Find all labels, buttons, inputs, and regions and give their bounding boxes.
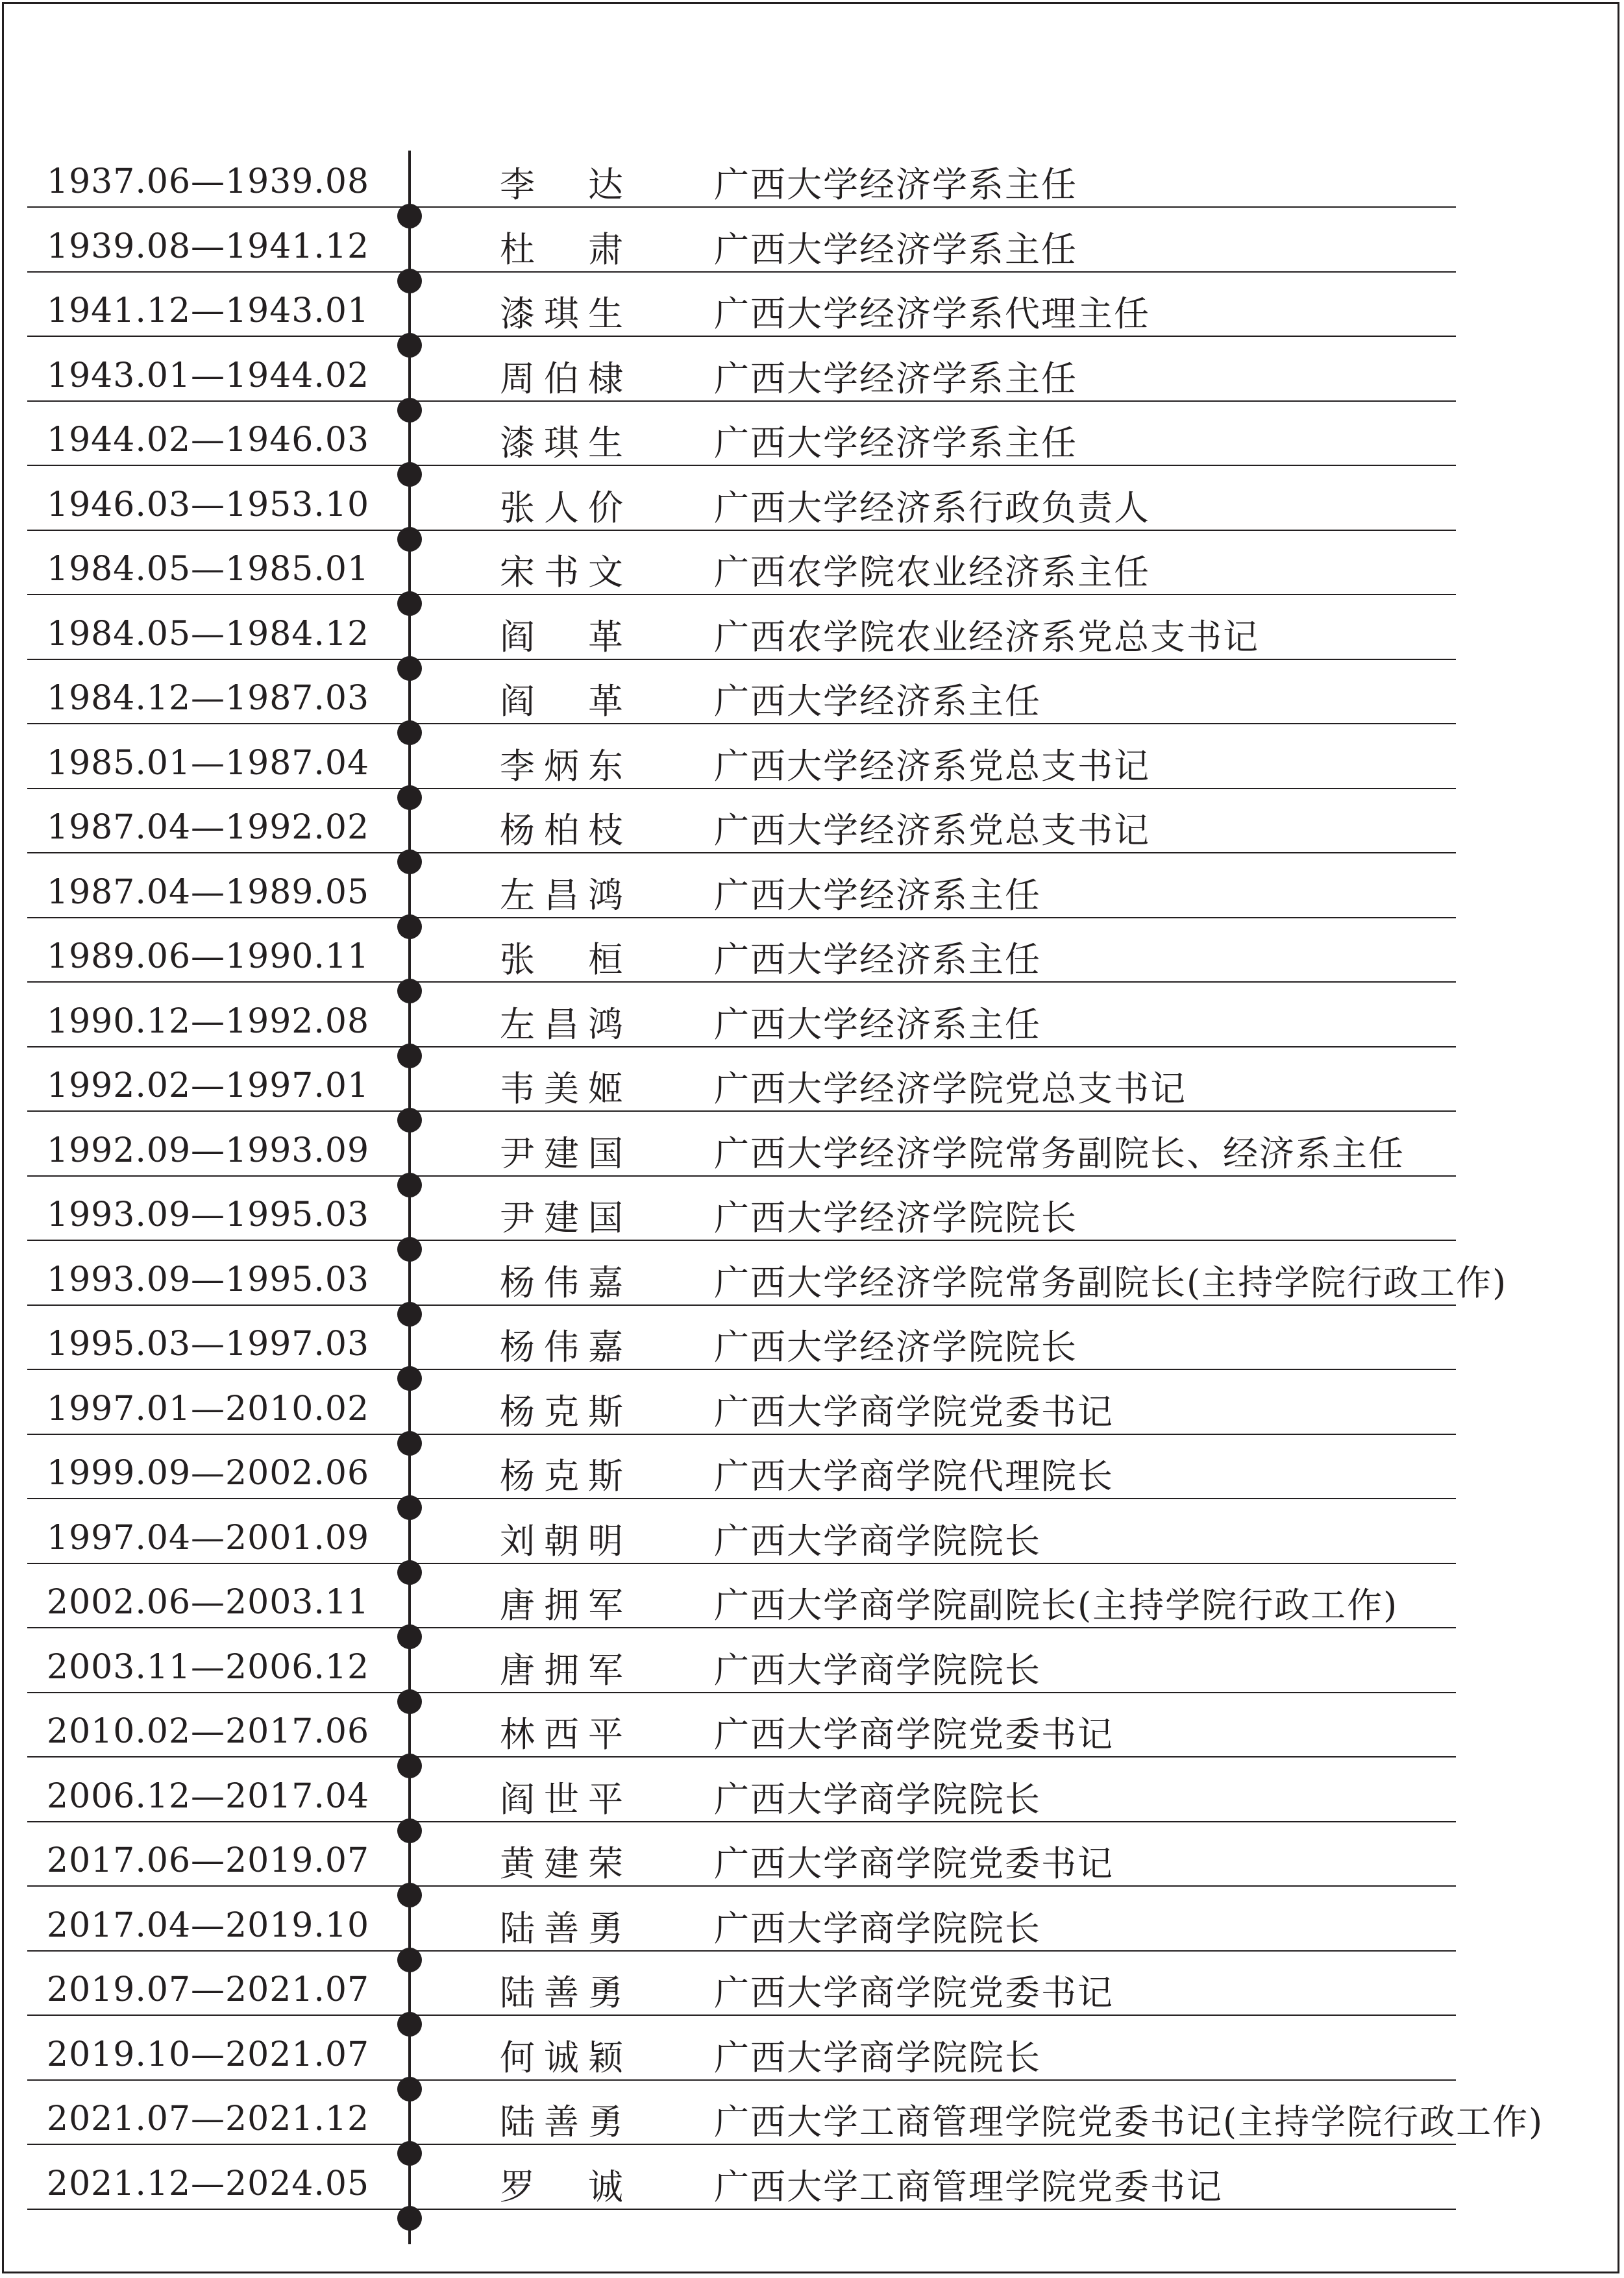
position-title: 广西大学经济学系主任	[714, 358, 1077, 399]
position-title: 广西大学经济系党总支书记	[714, 745, 1150, 787]
term-period: 1944.02—1946.03	[47, 421, 370, 459]
timeline-row	[0, 2088, 1624, 2153]
timeline-row	[0, 538, 1624, 603]
person-name: 陆善勇	[500, 1972, 623, 2013]
row-divider	[415, 852, 1456, 853]
timeline-row	[0, 151, 1624, 215]
row-divider	[415, 2144, 1456, 2145]
row-divider	[415, 1046, 1456, 1047]
timeline-node	[397, 2206, 422, 2231]
person-name: 罗 诚	[500, 2166, 623, 2207]
row-divider	[27, 1434, 410, 1435]
row-divider	[415, 1627, 1456, 1628]
timeline-row	[0, 861, 1624, 926]
position-title: 广西大学工商管理学院党委书记(主持学院行政工作)	[714, 2101, 1544, 2142]
person-name: 何诚颖	[500, 2037, 623, 2078]
row-divider	[27, 400, 410, 402]
row-divider	[27, 1821, 410, 1822]
timeline-row	[0, 603, 1624, 668]
row-divider	[415, 271, 1456, 273]
timeline-row	[0, 1249, 1624, 1314]
position-title: 广西大学商学院院长	[714, 1649, 1041, 1691]
person-name: 陆善勇	[500, 2101, 623, 2142]
position-title: 广西大学经济系主任	[714, 874, 1041, 916]
person-name: 杨伟嘉	[500, 1262, 623, 1303]
position-title: 广西大学经济学系主任	[714, 164, 1077, 205]
person-name: 左昌鸿	[500, 1003, 623, 1045]
person-name: 杨柏枝	[500, 810, 623, 851]
row-divider	[415, 1369, 1456, 1370]
row-divider	[415, 659, 1456, 660]
person-name: 李 达	[500, 164, 623, 205]
term-period: 1992.02—1997.01	[47, 1066, 370, 1105]
row-divider	[27, 2079, 410, 2081]
timeline-row	[0, 215, 1624, 280]
person-name: 韦美姬	[500, 1068, 623, 1109]
position-title: 广西大学商学院党委书记	[714, 1972, 1114, 2013]
row-divider	[415, 723, 1456, 724]
position-title: 广西大学商学院代理院长	[714, 1456, 1114, 1497]
term-period: 2019.07—2021.07	[47, 1970, 370, 2009]
row-divider	[27, 2144, 410, 2145]
term-period: 1993.09—1995.03	[47, 1195, 370, 1234]
row-divider	[415, 2209, 1456, 2210]
term-period: 1946.03—1953.10	[47, 485, 370, 524]
person-name: 尹建国	[500, 1197, 623, 1238]
term-period: 1985.01—1987.04	[47, 743, 370, 783]
row-divider	[415, 594, 1456, 595]
row-divider	[27, 1756, 410, 1757]
row-divider	[27, 206, 410, 208]
term-period: 2017.04—2019.10	[47, 1905, 370, 1945]
person-name: 尹建国	[500, 1133, 623, 1174]
term-period: 1984.05—1984.12	[47, 614, 370, 654]
term-period: 1990.12—1992.08	[47, 1001, 370, 1041]
term-period: 1987.04—1989.05	[47, 872, 370, 912]
term-period: 1984.05—1985.01	[47, 550, 370, 589]
position-title: 广西大学经济学系代理主任	[714, 293, 1150, 334]
timeline-row	[0, 732, 1624, 797]
timeline-row	[0, 1184, 1624, 1249]
position-title: 广西大学经济学系主任	[714, 423, 1077, 463]
timeline-row	[0, 409, 1624, 474]
row-divider	[27, 1885, 410, 1887]
row-divider	[415, 400, 1456, 402]
term-period: 1993.09—1995.03	[47, 1260, 370, 1299]
term-period: 2003.11—2006.12	[47, 1647, 370, 1687]
term-period: 1943.01—1944.02	[47, 356, 370, 395]
timeline-row	[0, 1120, 1624, 1184]
timeline-row	[0, 925, 1624, 990]
timeline-row	[0, 1055, 1624, 1120]
timeline-row	[0, 1700, 1624, 1765]
term-period: 1999.09—2002.06	[47, 1454, 370, 1493]
person-name: 漆琪生	[500, 293, 623, 334]
position-title: 广西农学院农业经济系主任	[714, 552, 1150, 593]
row-divider	[415, 1950, 1456, 1952]
position-title: 广西大学商学院党委书记	[714, 1391, 1114, 1432]
person-name: 左昌鸿	[500, 874, 623, 916]
term-period: 1992.09—1993.09	[47, 1131, 370, 1170]
row-divider	[27, 594, 410, 595]
row-divider	[415, 530, 1456, 531]
row-divider	[415, 2015, 1456, 2016]
row-divider	[415, 1821, 1456, 1822]
term-period: 1989.06—1990.11	[47, 937, 370, 976]
term-period: 1984.12—1987.03	[47, 679, 370, 718]
term-period: 2002.06—2003.11	[47, 1583, 370, 1622]
row-divider	[27, 1369, 410, 1370]
row-divider	[27, 1175, 410, 1177]
row-divider	[27, 981, 410, 983]
timeline-row	[0, 1442, 1624, 1507]
timeline-row	[0, 345, 1624, 410]
timeline-row	[0, 667, 1624, 732]
term-period: 1997.01—2010.02	[47, 1389, 370, 1428]
timeline-row	[0, 990, 1624, 1055]
row-divider	[415, 1110, 1456, 1112]
row-divider	[415, 465, 1456, 466]
row-divider	[27, 530, 410, 531]
position-title: 广西大学商学院院长	[714, 2037, 1041, 2078]
person-name: 陆善勇	[500, 1907, 623, 1949]
position-title: 广西大学工商管理学院党委书记	[714, 2166, 1223, 2207]
row-divider	[415, 206, 1456, 208]
position-title: 广西大学经济学院常务副院长(主持学院行政工作)	[714, 1262, 1508, 1303]
person-name: 林西平	[500, 1714, 623, 1755]
person-name: 唐拥军	[500, 1649, 623, 1691]
row-divider	[415, 917, 1456, 918]
row-divider	[27, 723, 410, 724]
row-divider	[27, 1950, 410, 1952]
position-title: 广西大学经济系主任	[714, 681, 1041, 722]
row-divider	[27, 659, 410, 660]
term-period: 1987.04—1992.02	[47, 808, 370, 847]
person-name: 宋书文	[500, 552, 623, 593]
timeline-row	[0, 1765, 1624, 1830]
term-period: 2019.10—2021.07	[47, 2035, 370, 2074]
row-divider	[415, 1434, 1456, 1435]
position-title: 广西大学商学院党委书记	[714, 1714, 1114, 1755]
term-period: 2021.07—2021.12	[47, 2100, 370, 2138]
term-period: 1941.12—1943.01	[47, 291, 370, 330]
term-period: 1997.04—2001.09	[47, 1518, 370, 1558]
person-name: 黄建荣	[500, 1843, 623, 1884]
term-period: 2021.12—2024.05	[47, 2164, 370, 2203]
row-divider	[27, 271, 410, 273]
row-divider	[415, 2079, 1456, 2081]
position-title: 广西大学商学院院长	[714, 1778, 1041, 1820]
person-name: 阎 革	[500, 616, 623, 657]
row-divider	[27, 336, 410, 337]
term-period: 1939.08—1941.12	[47, 227, 370, 266]
row-divider	[27, 1240, 410, 1241]
row-divider	[415, 1240, 1456, 1241]
position-title: 广西大学商学院党委书记	[714, 1843, 1114, 1884]
row-divider	[27, 2015, 410, 2016]
timeline-row	[0, 1571, 1624, 1636]
row-divider	[27, 465, 410, 466]
term-period: 1937.06—1939.08	[47, 162, 370, 201]
row-divider	[415, 1563, 1456, 1564]
timeline-row	[0, 2024, 1624, 2088]
row-divider	[27, 1046, 410, 1047]
row-divider	[415, 1756, 1456, 1757]
position-title: 广西大学经济学院院长	[714, 1327, 1077, 1367]
position-title: 广西大学商学院副院长(主持学院行政工作)	[714, 1585, 1399, 1626]
row-divider	[415, 1175, 1456, 1177]
position-title: 广西大学经济学院党总支书记	[714, 1068, 1187, 1109]
position-title: 广西大学经济系党总支书记	[714, 810, 1150, 851]
position-title: 广西大学经济学院院长	[714, 1197, 1077, 1238]
timeline-row	[0, 1313, 1624, 1378]
position-title: 广西农学院农业经济系党总支书记	[714, 616, 1259, 657]
row-divider	[415, 1885, 1456, 1887]
row-divider	[27, 788, 410, 789]
person-name: 唐拥军	[500, 1585, 623, 1626]
row-divider	[27, 1627, 410, 1628]
row-divider	[415, 1692, 1456, 1693]
row-divider	[27, 1692, 410, 1693]
row-divider	[27, 2209, 410, 2210]
term-period: 1995.03—1997.03	[47, 1325, 370, 1364]
position-title: 广西大学经济系行政负责人	[714, 487, 1150, 528]
row-divider	[415, 981, 1456, 983]
position-title: 广西大学经济学院常务副院长、经济系主任	[714, 1133, 1405, 1174]
row-divider	[27, 1563, 410, 1564]
person-name: 杜 肃	[500, 228, 623, 270]
person-name: 张 桓	[500, 939, 623, 980]
row-divider	[27, 917, 410, 918]
person-name: 阎 革	[500, 681, 623, 722]
timeline-row	[0, 1636, 1624, 1701]
person-name: 漆琪生	[500, 423, 623, 463]
timeline-row	[0, 1507, 1624, 1572]
row-divider	[27, 852, 410, 853]
person-name: 阎世平	[500, 1778, 623, 1820]
row-divider	[27, 1110, 410, 1112]
person-name: 刘朝明	[500, 1520, 623, 1562]
person-name: 杨伟嘉	[500, 1327, 623, 1367]
person-name: 张人价	[500, 487, 623, 528]
person-name: 李炳东	[500, 745, 623, 787]
position-title: 广西大学商学院院长	[714, 1520, 1041, 1562]
row-divider	[415, 1498, 1456, 1499]
person-name: 杨克斯	[500, 1456, 623, 1497]
timeline-row	[0, 1378, 1624, 1443]
position-title: 广西大学经济系主任	[714, 939, 1041, 980]
person-name: 杨克斯	[500, 1391, 623, 1432]
timeline-row	[0, 474, 1624, 539]
position-title: 广西大学经济学系主任	[714, 228, 1077, 270]
timeline-row	[0, 1830, 1624, 1894]
term-period: 2010.02—2017.06	[47, 1712, 370, 1751]
term-period: 2006.12—2017.04	[47, 1776, 370, 1816]
row-divider	[27, 1498, 410, 1499]
row-divider	[415, 1304, 1456, 1306]
row-divider	[415, 336, 1456, 337]
timeline-row	[0, 1894, 1624, 1959]
row-divider	[27, 1304, 410, 1306]
row-divider	[415, 788, 1456, 789]
timeline-row	[0, 2153, 1624, 2218]
position-title: 广西大学商学院院长	[714, 1907, 1041, 1949]
term-period: 2017.06—2019.07	[47, 1841, 370, 1880]
position-title: 广西大学经济系主任	[714, 1003, 1041, 1045]
timeline-row	[0, 280, 1624, 345]
person-name: 周伯棣	[500, 358, 623, 399]
timeline-row	[0, 796, 1624, 861]
timeline-row	[0, 1959, 1624, 2024]
